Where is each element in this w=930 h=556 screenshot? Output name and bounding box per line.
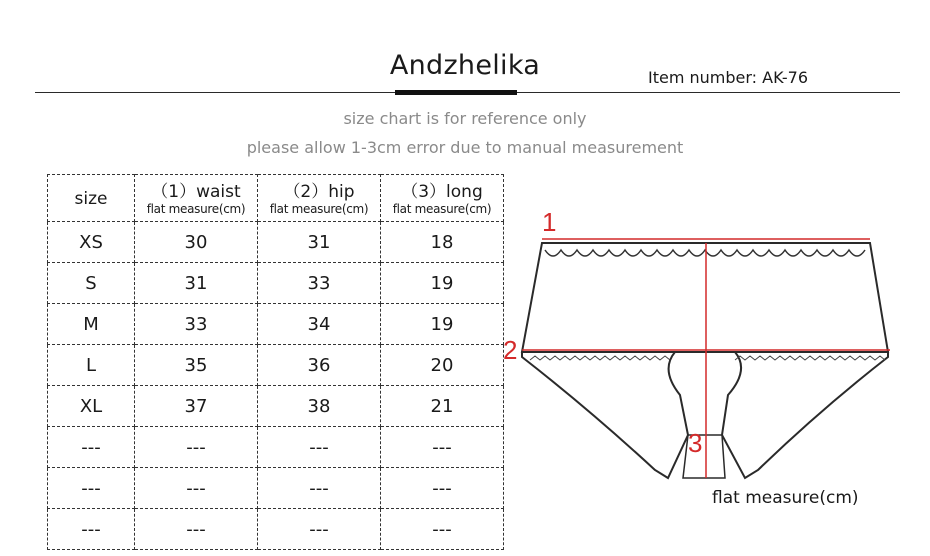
marker-3: 3 [688, 428, 703, 458]
long-cell: 21 [381, 386, 504, 427]
hip-cell: 38 [258, 386, 381, 427]
long-cell: --- [381, 509, 504, 550]
table-header-row [48, 175, 504, 222]
waist-header-sub: flat measure(cm) [146, 202, 246, 216]
long-cell: --- [381, 468, 504, 509]
reference-note: size chart is for reference only [343, 109, 587, 128]
table-row [48, 345, 504, 386]
waist-cell: 31 [135, 263, 258, 304]
right-leg-panel [722, 352, 888, 478]
long-cell: 19 [381, 304, 504, 345]
hip-cell: --- [258, 509, 381, 550]
hip-cell: 34 [258, 304, 381, 345]
size-cell: M [48, 304, 135, 345]
left-leg-panel [522, 352, 688, 478]
waist-cell: --- [135, 427, 258, 468]
garment-diagram [500, 195, 920, 495]
size-cell: L [48, 345, 135, 386]
lace-edge [545, 250, 865, 256]
table-row [48, 509, 504, 550]
waist-cell: --- [135, 468, 258, 509]
size-cell: --- [48, 468, 135, 509]
table-row [48, 427, 504, 468]
table-row [48, 304, 504, 345]
hip-cell: 33 [258, 263, 381, 304]
item-number: Item number: AK-76 [648, 68, 809, 87]
waist-header-title: （1）waist [151, 182, 241, 202]
long-cell: 18 [381, 222, 504, 263]
long-header-title: （3）long [401, 182, 483, 202]
size-cell: --- [48, 509, 135, 550]
size-header-label: size [74, 188, 108, 209]
table-row [48, 222, 504, 263]
hip-cell: 36 [258, 345, 381, 386]
long-cell: 20 [381, 345, 504, 386]
hip-header-sub: flat measure(cm) [269, 202, 369, 216]
marker-2: 2 [503, 335, 518, 365]
waist-cell: 37 [135, 386, 258, 427]
waist-cell: 30 [135, 222, 258, 263]
long-cell: 19 [381, 263, 504, 304]
hip-header [258, 175, 381, 222]
brand-title: Andzhelika [389, 50, 541, 81]
waist-header [135, 175, 258, 222]
size-cell: XS [48, 222, 135, 263]
waistband-outline [522, 243, 888, 352]
hip-header-title: （2）hip [283, 182, 355, 202]
long-cell: --- [381, 427, 504, 468]
size-cell: --- [48, 427, 135, 468]
waist-cell: 35 [135, 345, 258, 386]
waist-cell: --- [135, 509, 258, 550]
hip-cell: 31 [258, 222, 381, 263]
size-cell: XL [48, 386, 135, 427]
table-row [48, 386, 504, 427]
error-note: please allow 1-3cm error due to manual measurement [246, 138, 684, 157]
right-stitching [735, 356, 885, 360]
hip-cell: --- [258, 468, 381, 509]
long-header-sub: flat measure(cm) [392, 202, 492, 216]
brand-underline [395, 90, 517, 95]
size-header [48, 175, 135, 222]
size-table [47, 174, 504, 550]
long-header [381, 175, 504, 222]
size-cell: S [48, 263, 135, 304]
marker-1: 1 [542, 207, 557, 237]
table-row [48, 468, 504, 509]
waist-cell: 33 [135, 304, 258, 345]
left-stitching [530, 356, 670, 360]
diagram-caption: flat measure(cm) [712, 488, 859, 508]
table-row [48, 263, 504, 304]
hip-cell: --- [258, 427, 381, 468]
